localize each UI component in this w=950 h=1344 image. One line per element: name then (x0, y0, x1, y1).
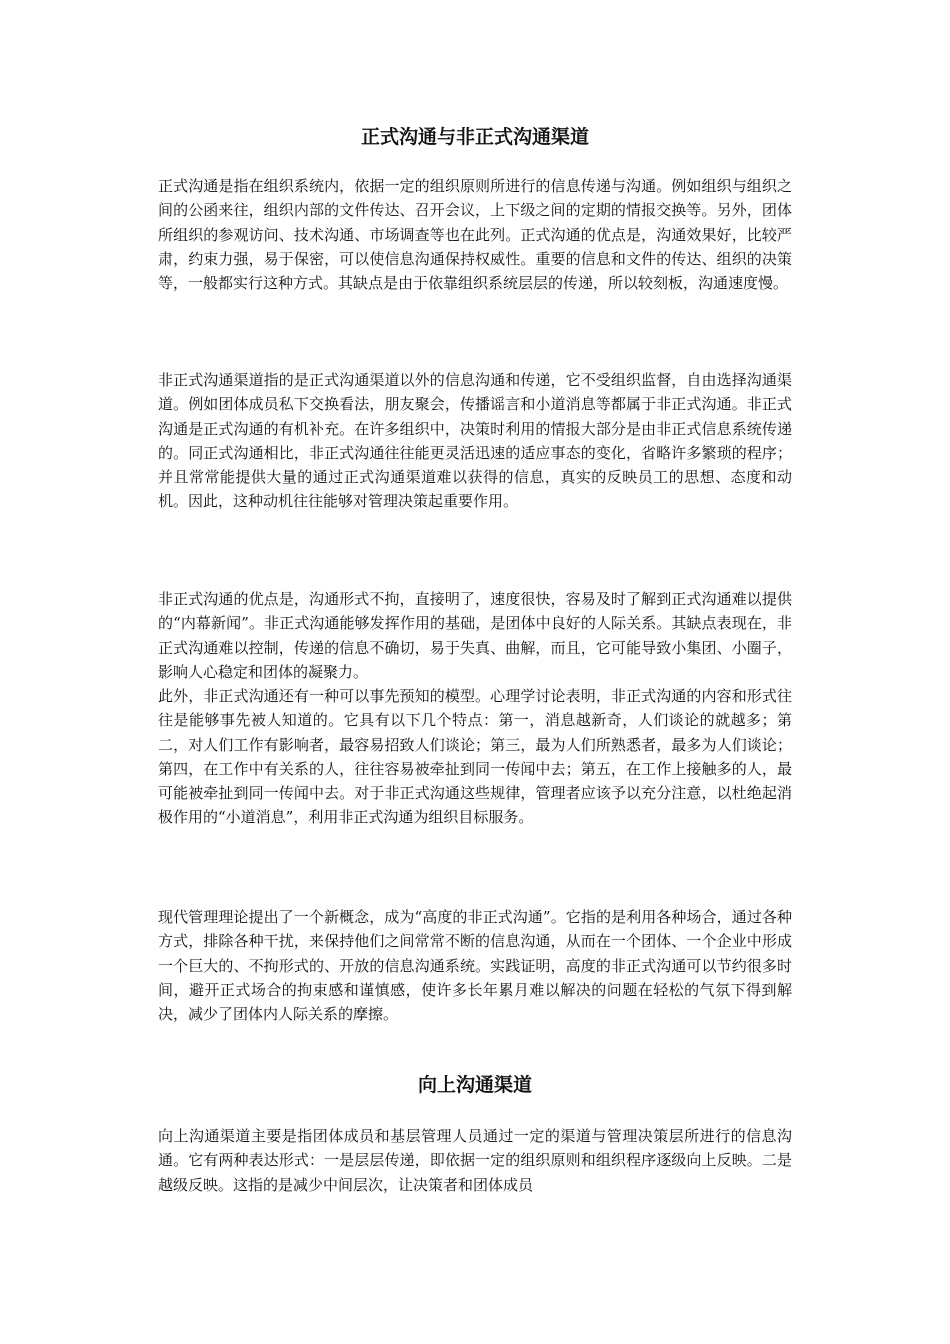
paragraph-informal-channel: 非正式沟通渠道指的是正式沟通渠道以外的信息沟通和传递，它不受组织监督，自由选择沟通渠道。例如团体成员私下交换看法，朋友聚会，传播谣言和小道消息等都属于非正式沟通。非正式沟通是正式沟通的有机补充。在许多组织中，决策时利用的情报大部分是由非正式信息系统传递的。同正式沟通相比，非正式沟通往往能更灵活迅速的适应事态的变化，省略许多繁琐的程序；并且常常能提供大量的通过正式沟通渠道难以获得的信息，真实的反映员工的思想、态度和动机。因此，这种动机往往能够对管理决策起重要作用。 (158, 371, 792, 511)
section-title-upward: 向上沟通渠道 (417, 1074, 532, 1096)
paragraph-informal-model: 此外，非正式沟通还有一种可以事先预知的模型。心理学讨论表明，非正式沟通的内容和形式往往是能够事先被人知道的。它具有以下几个特点：第一，消息越新奇，人们谈论的就越多；第二，对人们工作有影响者，最容易招致人们谈论；第三，最为人们所熟悉者，最多为人们谈论；第四，在工作中有关系的人，往往容易被牵扯到同一传闻中去；第五，在工作上接触多的人，最可能被牵扯到同一传闻中去。对于非正式沟通这些规律，管理者应该予以充分注意，以杜绝起消极作用的“小道消息”，利用非正式沟通为组织目标服务。 (158, 687, 792, 827)
paragraph-informal-pros-cons: 非正式沟通的优点是，沟通形式不拘，直接明了，速度很快，容易及时了解到正式沟通难以提供的“内幕新闻”。非正式沟通能够发挥作用的基础，是团体中良好的人际关系。其缺点表现在，非正式沟通难以控制，传递的信息不确切，易于失真、曲解，而且，它可能导致小集团、小圈子，影响人心稳定和团体的凝聚力。 (158, 590, 792, 681)
paragraph-upward-channel: 向上沟通渠道主要是指团体成员和基层管理人员通过一定的渠道与管理决策层所进行的信息沟通。它有两种表达形式：一是层层传递，即依据一定的组织原则和组织程序逐级向上反映。二是越级反映。这指的是减少中间层次，让决策者和团体成员 (158, 1127, 792, 1194)
paragraph-high-informal: 现代管理理论提出了一个新概念，成为“高度的非正式沟通”。它指的是利用各种场合，通过各种方式，排除各种干扰，来保持他们之间常常不断的信息沟通，从而在一个团体、一个企业中形成一个巨大的、不拘形式的、开放的信息沟通系统。实践证明，高度的非正式沟通可以节约很多时间，避开正式场合的拘束感和谨慎感，使许多长年累月难以解决的问题在轻松的气氛下得到解决，减少了团体内人际关系的摩擦。 (158, 908, 792, 1024)
paragraph-formal-communication: 正式沟通是指在组织系统内，依据一定的组织原则所进行的信息传递与沟通。例如组织与组织之间的公函来往，组织内部的文件传达、召开会议，上下级之间的定期的情报交换等。另外，团体所组织的参观访问、技术沟通、市场调查等也在此列。正式沟通的优点是，沟通效果好，比较严肃，约束力强，易于保密，可以使信息沟通保持权威性。重要的信息和文件的传达、组织的决策等，一般都实行这种方式。其缺点是由于依靠组织系统层层的传递，所以较刻板，沟通速度慢。 (158, 177, 792, 293)
document-title: 正式沟通与非正式沟通渠道 (360, 126, 589, 148)
